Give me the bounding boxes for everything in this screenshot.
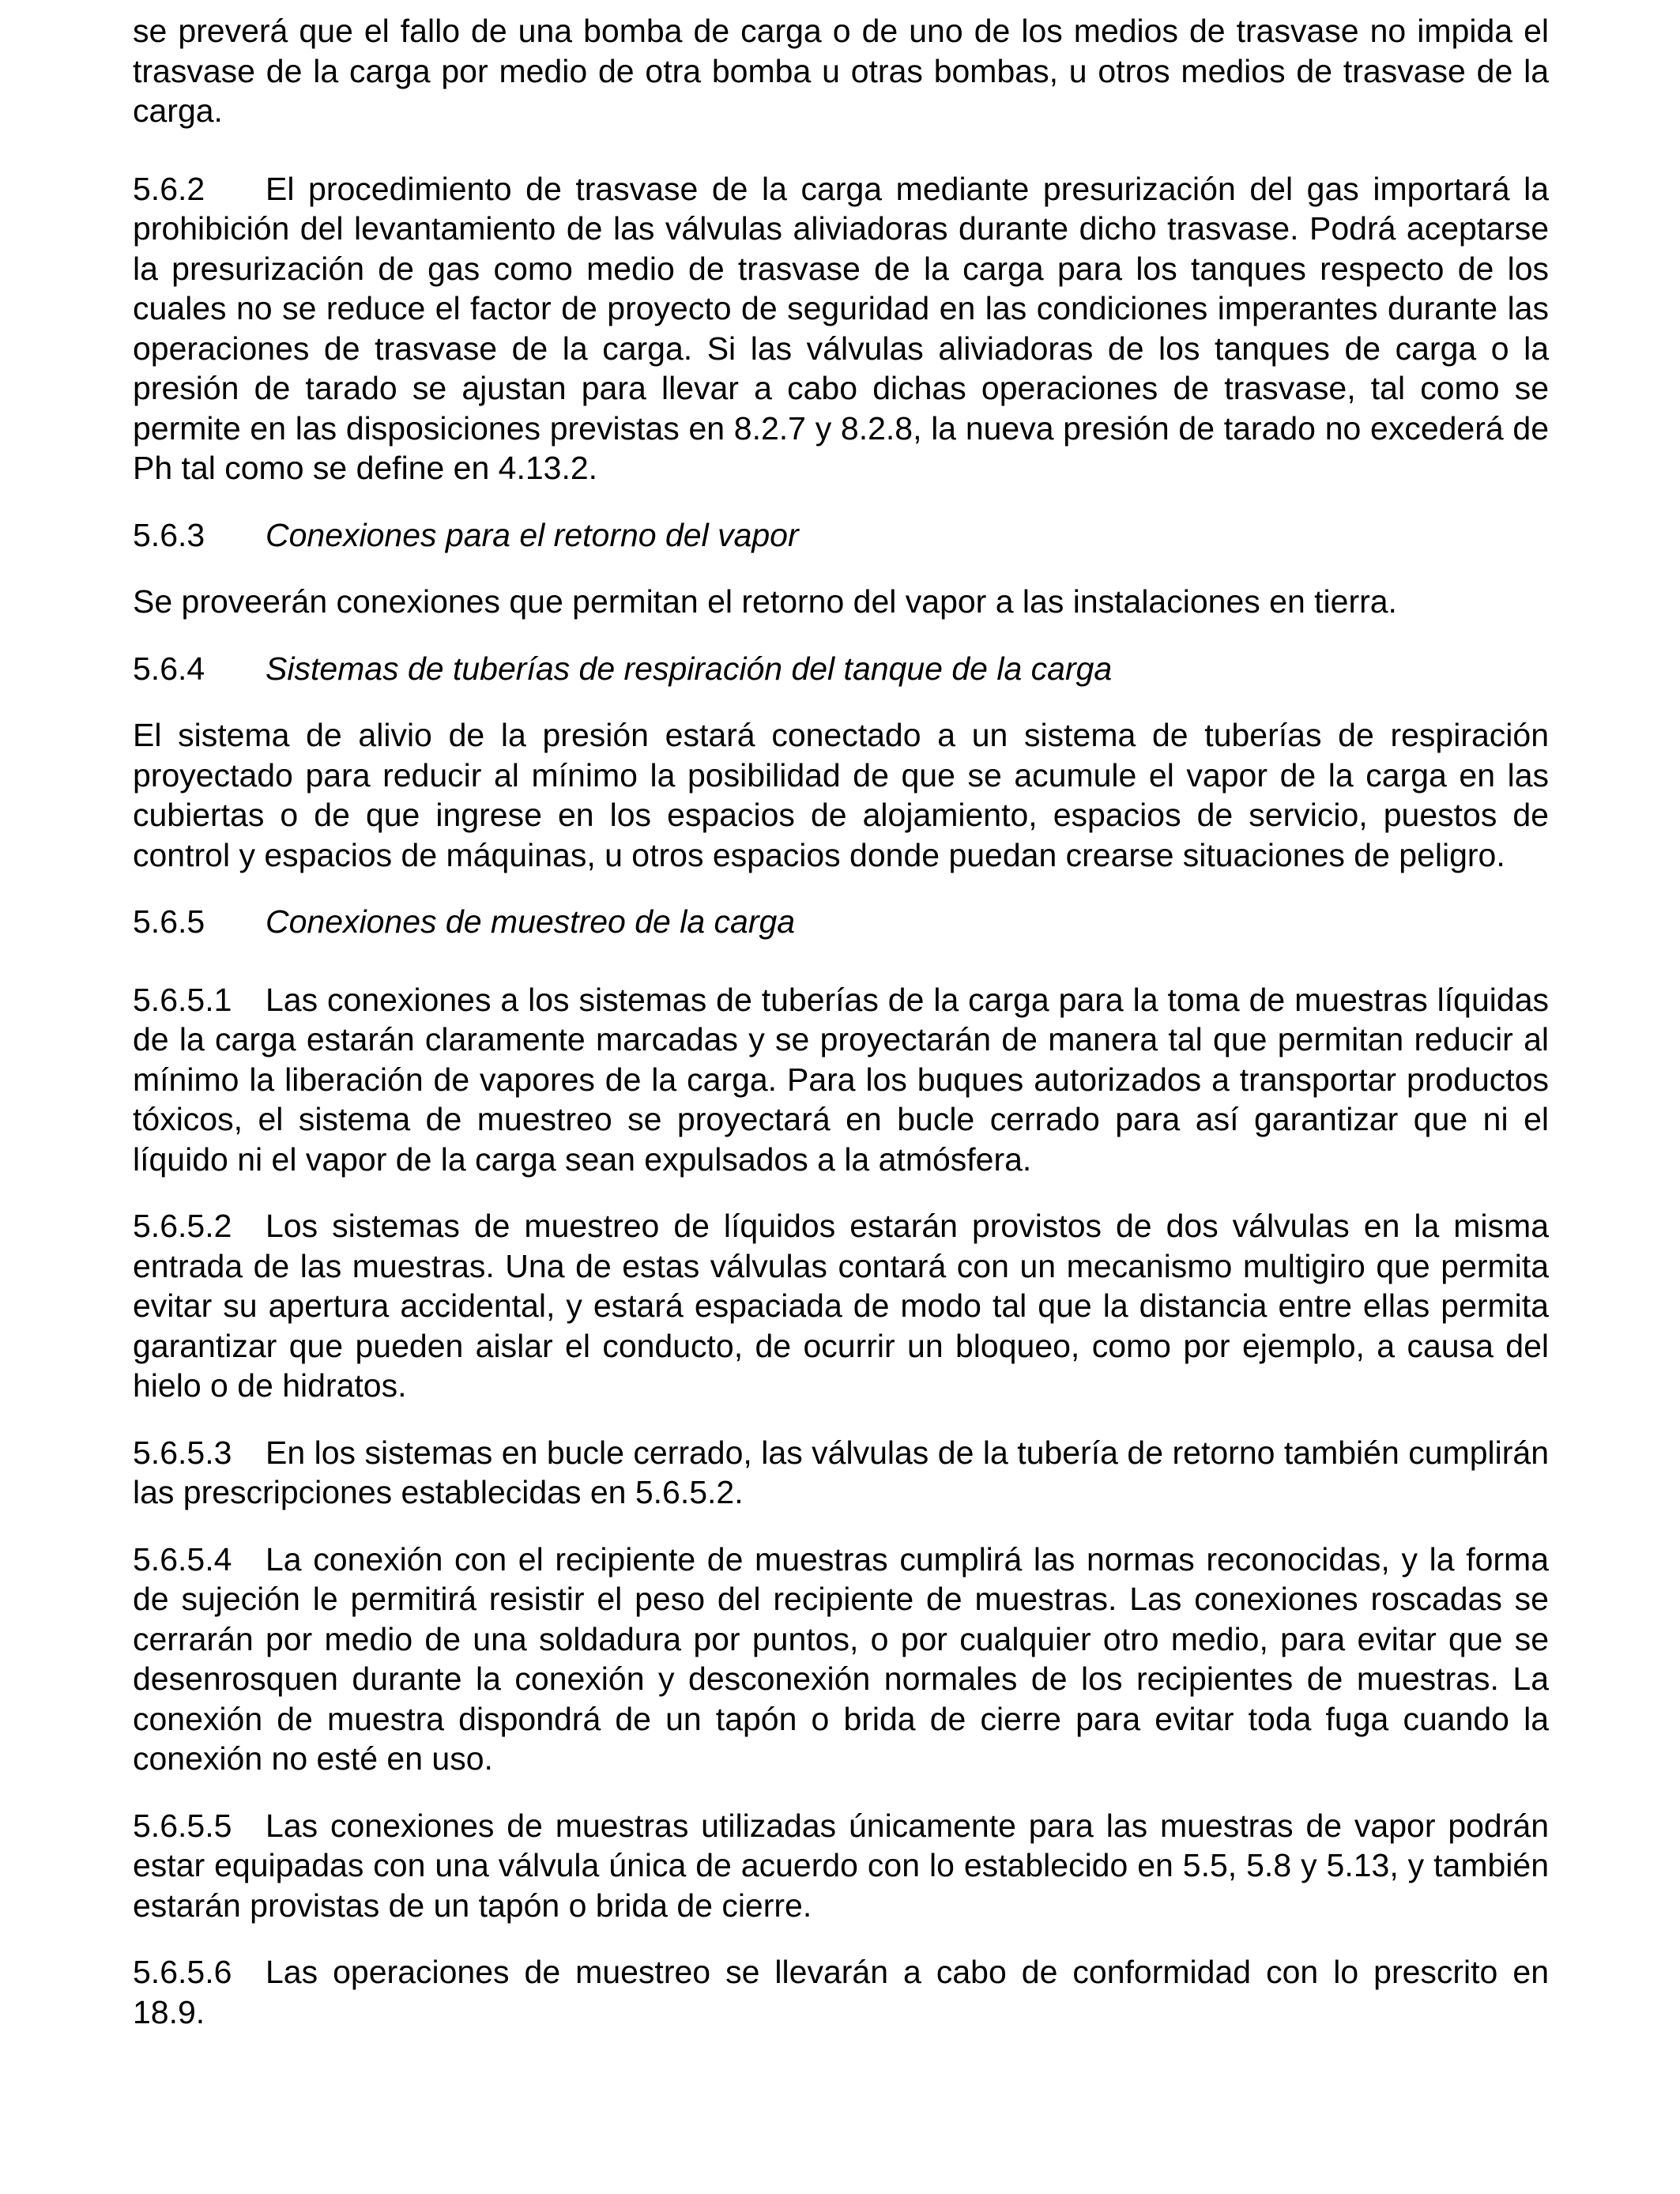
- section-5-6-5-1: [133, 980, 1549, 1180]
- section-5-6-5-2: [133, 1206, 1549, 1406]
- document-page: [133, 11, 1549, 2032]
- intro-text: se preverá que el fallo de una bomba de carga o de uno de los medios de trasvase no impida el trasvase de la carga por medio de otra bomba u otras bombas, u otros medios de trasvase de la carga.: [133, 13, 1549, 129]
- paragraph-5-6-4: [133, 715, 1549, 875]
- section-5-6-5-5: [133, 1806, 1549, 1926]
- section-5-6-5-4: [133, 1540, 1549, 1779]
- section-text: Las conexiones de muestras utilizadas únicamente para las muestras de vapor podrán estar equipadas con una válvula única de acuerdo con lo establecido en 5.5, 5.8 y 5.13, y también estarán provistas de un tapón o brida de cierre.: [133, 1807, 1549, 1924]
- heading-number: 5.6.3: [133, 516, 205, 553]
- heading-title: Conexiones para el retorno del vapor: [266, 516, 799, 553]
- section-text: En los sistemas en bucle cerrado, las válvulas de la tubería de retorno también cumplirán las prescripciones establecidas en 5.6.5.2.: [133, 1434, 1549, 1510]
- section-number: 5.6.5.3: [133, 1434, 232, 1471]
- heading-5-6-4: [133, 649, 1549, 689]
- heading-5-6-3: [133, 515, 1549, 556]
- heading-number: 5.6.4: [133, 650, 205, 687]
- intro-paragraph: [133, 11, 1549, 131]
- heading-number: 5.6.5: [133, 903, 205, 940]
- heading-5-6-5: [133, 902, 1549, 942]
- section-text: Los sistemas de muestreo de líquidos estarán provistos de dos válvulas en la misma entrada de las muestras. Una de estas válvulas contará con un mecanismo multigiro que permita evitar su apertura accidental, y estará espaciada de modo tal que la distancia entre ellas permita garantizar que pueden aislar el conducto, de ocurrir un bloqueo, como por ejemplo, a causa del hielo o de hidratos.: [133, 1208, 1549, 1404]
- paragraph-text: Se proveerán conexiones que permitan el retorno del vapor a las instalaciones en tierra.: [133, 583, 1397, 620]
- section-text: La conexión con el recipiente de muestras cumplirá las normas reconocidas, y la forma de sujeción le permitirá resistir el peso del recipiente de muestras. Las conexiones roscadas se cerrarán por medio de una soldadura por puntos, o por cualquier otro medio, para evitar que se desenrosquen durante la conexión y desconexión normales de los recipientes de muestras. La conexión de muestra dispondrá de un tapón o brida de cierre para evitar toda fuga cuando la conexión no esté en uso.: [133, 1540, 1549, 1777]
- section-5-6-5-3: [133, 1433, 1549, 1513]
- section-number: 5.6.2: [133, 170, 205, 207]
- section-number: 5.6.5.5: [133, 1807, 232, 1844]
- section-text: El procedimiento de trasvase de la carga mediante presurización del gas importará la prohibición del levantamiento de las válvulas aliviadoras durante dicho trasvase. Podrá aceptarse la presurización de gas como medio de trasvase de la carga para los tanques respecto de los cuales no se reduce el factor de proyecto de seguridad en las condiciones imperantes durante las operaciones de trasvase de la carga. Si las válvulas aliviadoras de los tanques de carga o la presión de tarado se ajustan para llevar a cabo dichas operaciones de trasvase, tal como se permite en las disposiciones previstas en 8.2.7 y 8.2.8, la nueva presión de tarado no excederá de Ph tal como se define en 4.13.2.: [133, 170, 1549, 486]
- section-number: 5.6.5.1: [133, 981, 232, 1018]
- section-text: Las operaciones de muestreo se llevarán a cabo de conformidad con lo prescrito en 18.9.: [133, 1954, 1549, 2030]
- section-5-6-5-6: [133, 1952, 1549, 2032]
- section-number: 5.6.5.6: [133, 1954, 232, 1990]
- heading-title: Conexiones de muestreo de la carga: [266, 903, 796, 940]
- heading-title: Sistemas de tuberías de respiración del tanque de la carga: [266, 650, 1113, 687]
- paragraph-5-6-3: [133, 582, 1549, 622]
- paragraph-text: El sistema de alivio de la presión estará conectado a un sistema de tuberías de respiración proyectado para reducir al mínimo la posibilidad de que se acumule el vapor de la carga en las cubiertas o de que ingrese en los espacios de alojamiento, espacios de servicio, puestos de control y espacios de máquinas, u otros espacios donde puedan crearse situaciones de peligro.: [133, 717, 1549, 873]
- section-5-6-2: [133, 169, 1549, 488]
- section-number: 5.6.5.4: [133, 1540, 232, 1578]
- section-text: Las conexiones a los sistemas de tuberías de la carga para la toma de muestras líquidas de la carga estarán claramente marcadas y se proyectarán de manera tal que permitan reducir al mínimo la liberación de vapores de la carga. Para los buques autorizados a transportar productos tóxicos, el sistema de muestreo se proyectará en bucle cerrado para así garantizar que ni el líquido ni el vapor de la carga sean expulsados a la atmósfera.: [133, 981, 1549, 1178]
- section-number: 5.6.5.2: [133, 1208, 232, 1244]
